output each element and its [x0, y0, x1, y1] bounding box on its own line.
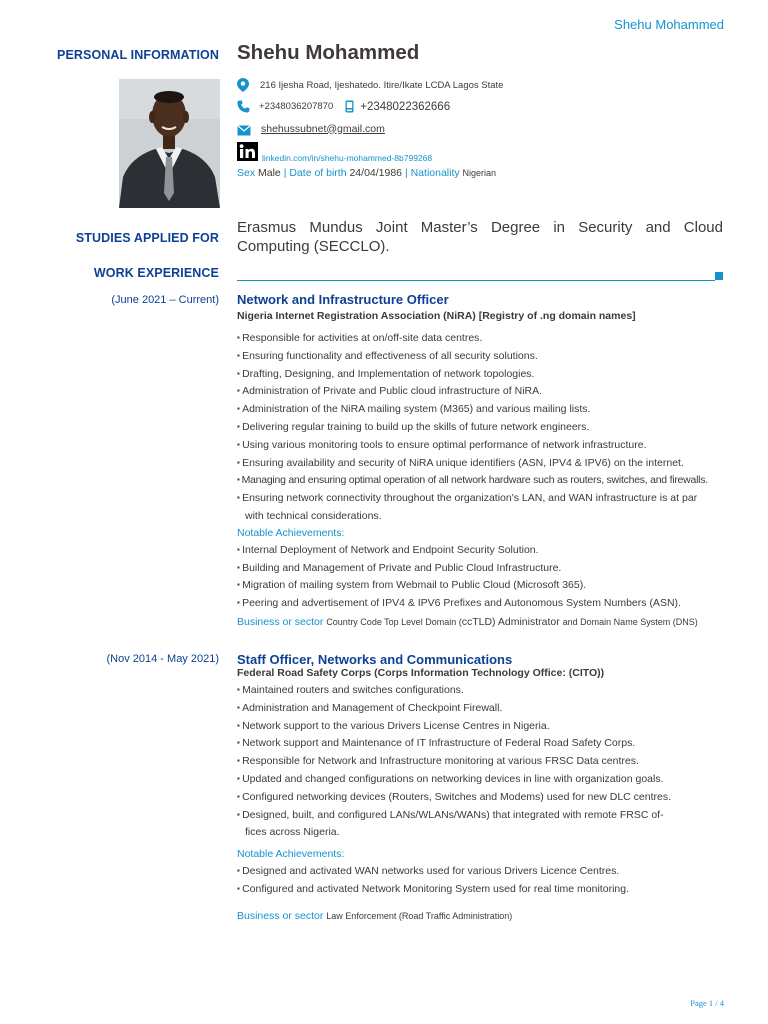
list-item: ▪ Using various monitoring tools to ensure optimal performance of network infrastructure.	[237, 437, 757, 455]
sector-label: Business or sector	[237, 910, 324, 922]
sector-value: Law Enforcement (Road Traffic Administration)	[326, 911, 513, 921]
list-item: ▪ Migration of mailing system from Webmail to Public Cloud (Microsoft 365).	[237, 577, 757, 595]
sector-label: Business or sector	[237, 616, 324, 628]
list-item: ▪ Designed and activated WAN networks used for various Drivers Licence Centres.	[237, 863, 757, 881]
list-item-continuation	[237, 824, 757, 842]
linkedin-link[interactable]: linkedin.com/in/shehu-mohammed-8b799268	[262, 153, 433, 163]
phone-number-2: +2348022362666	[360, 100, 451, 113]
candidate-name: Shehu Mohammed	[237, 41, 420, 64]
nationality-value: Nigerian	[462, 168, 497, 178]
job-1-achievements-label: Notable Achievements:	[237, 527, 345, 539]
job-2-duties	[237, 682, 757, 842]
page-number: Page 1 / 4	[690, 998, 724, 1008]
job-2-achievements	[237, 863, 757, 898]
list-item: ▪ Ensuring functionality and effectiveness of all security solutions.	[237, 348, 757, 366]
address-text: 216 Ijesha Road, Ijeshatedo. Itire/Ikate LCDA Lagos State	[260, 79, 504, 91]
location-pin-icon	[237, 78, 249, 92]
list-item: ▪ Drafting, Designing, and Implementation of network topologies.	[237, 366, 757, 384]
list-item: ▪ Peering and advertisement of IPV4 & IPV6 Prefixes and Autonomous System Numbers (ASN).	[237, 595, 757, 613]
job-1-title: Network and Infrastructure Officer	[237, 292, 449, 307]
sex-value: Male	[258, 167, 281, 179]
phone-row	[237, 100, 450, 113]
continuation-text: fices across Nigeria.	[245, 826, 340, 839]
job-2-sector	[237, 910, 512, 922]
dob-value: 24/04/1986	[349, 167, 403, 179]
list-item: ▪ Building and Management of Private and Public Cloud Infrastructure.	[237, 560, 757, 578]
list-item: ▪ Maintained routers and switches configurations.	[237, 682, 757, 700]
phone-number-1: +2348036207870	[259, 101, 334, 112]
job-1-achievements	[237, 542, 757, 612]
studies-applied-label: STUDIES APPLIED FOR	[75, 231, 219, 245]
list-item: ▪ Configured networking devices (Routers, Switches and Modems) used for new DLC centres.	[237, 789, 757, 807]
email-link[interactable]: shehussubnet@gmail.com	[261, 122, 385, 135]
job-2-title: Staff Officer, Networks and Communications	[237, 652, 513, 667]
list-item: ▪ Internal Deployment of Network and Endpoint Security Solution.	[237, 542, 757, 560]
job-1-dates: (June 2021 – Current)	[111, 294, 219, 306]
email-icon	[237, 125, 251, 136]
job-1-sector	[237, 616, 698, 628]
list-item: ▪ Network support to the various Drivers License Centres in Nigeria.	[237, 718, 757, 736]
list-item: ▪ Network support and Maintenance of IT Infrastructure of Federal Road Safety Corps.	[237, 735, 757, 753]
continuation-text: with technical considerations.	[245, 509, 382, 522]
personal-information-label: PERSONAL INFORMATION	[57, 48, 219, 62]
list-item: ▪ Delivering regular training to build up the skills of future network engineers.	[237, 419, 757, 437]
personal-details-row	[237, 167, 496, 179]
list-item: ▪ Ensuring availability and security of NiRA unique identifiers (ASN, IPV4 & IPV6) on the internet.	[237, 455, 757, 473]
job-2-achievements-label: Notable Achievements:	[237, 848, 345, 860]
sex-label: Sex	[237, 167, 256, 179]
dob-label: | Date of birth	[283, 167, 347, 179]
header-name: Shehu Mohammed	[614, 17, 724, 32]
list-item: ▪ Ensuring network connectivity throughout the organization's LAN, and WAN infrastructure is at par	[237, 490, 757, 508]
list-item: ▪ Administration of the NiRA mailing system (M365) and various mailing lists.	[237, 401, 757, 419]
linkedin-row	[237, 142, 432, 161]
list-item: ▪ Managing and ensuring optimal operation of all network hardware such as routers, switches, and firewalls.	[237, 472, 757, 490]
phone-icon	[237, 100, 250, 113]
sector-part-3: and Domain Name System (DNS)	[562, 617, 698, 627]
job-2-employer: Federal Road Safety Corps (Corps Information Technology Office: (CITO))	[237, 667, 605, 679]
list-item-continuation	[237, 508, 757, 526]
profile-photo	[119, 79, 220, 208]
job-1-employer: Nigeria Internet Registration Association (NiRA) [Registry of .ng domain names]	[237, 310, 636, 322]
address-row	[237, 78, 503, 92]
list-item: ▪ Updated and changed configurations on networking devices in line with organization goals.	[237, 771, 757, 789]
email-row	[237, 121, 385, 136]
section-divider	[237, 280, 715, 281]
sector-part-2: ccTLD) Administrator	[461, 616, 560, 628]
list-item: ▪ Configured and activated Network Monitoring System used for real time monitoring.	[237, 881, 757, 899]
work-experience-label: WORK EXPERIENCE	[93, 266, 219, 280]
list-item: ▪ Administration of Private and Public cloud infrastructure of NiRA.	[237, 383, 757, 401]
list-item: ▪ Responsible for activities at on/off-site data centres.	[237, 330, 757, 348]
job-2-dates: (Nov 2014 - May 2021)	[106, 653, 219, 665]
sector-part-1: Country Code Top Level Domain (	[326, 617, 462, 627]
list-item: ▪ Designed, built, and configured LANs/WLANs/WANs) that integrated with remote FRSC of-	[237, 807, 757, 825]
job-1-duties	[237, 330, 757, 526]
studies-text: Erasmus Mundus Joint Master’s Degree in Security and Cloud Computing (SECCLO).	[237, 219, 723, 255]
nationality-label: | Nationality	[404, 167, 460, 179]
section-divider-marker	[715, 272, 723, 280]
linkedin-icon	[237, 142, 258, 161]
list-item: ▪ Administration and Management of Checkpoint Firewall.	[237, 700, 757, 718]
list-item: ▪ Responsible for Network and Infrastructure monitoring at various FRSC Data centres.	[237, 753, 757, 771]
mobile-phone-icon	[345, 100, 354, 113]
